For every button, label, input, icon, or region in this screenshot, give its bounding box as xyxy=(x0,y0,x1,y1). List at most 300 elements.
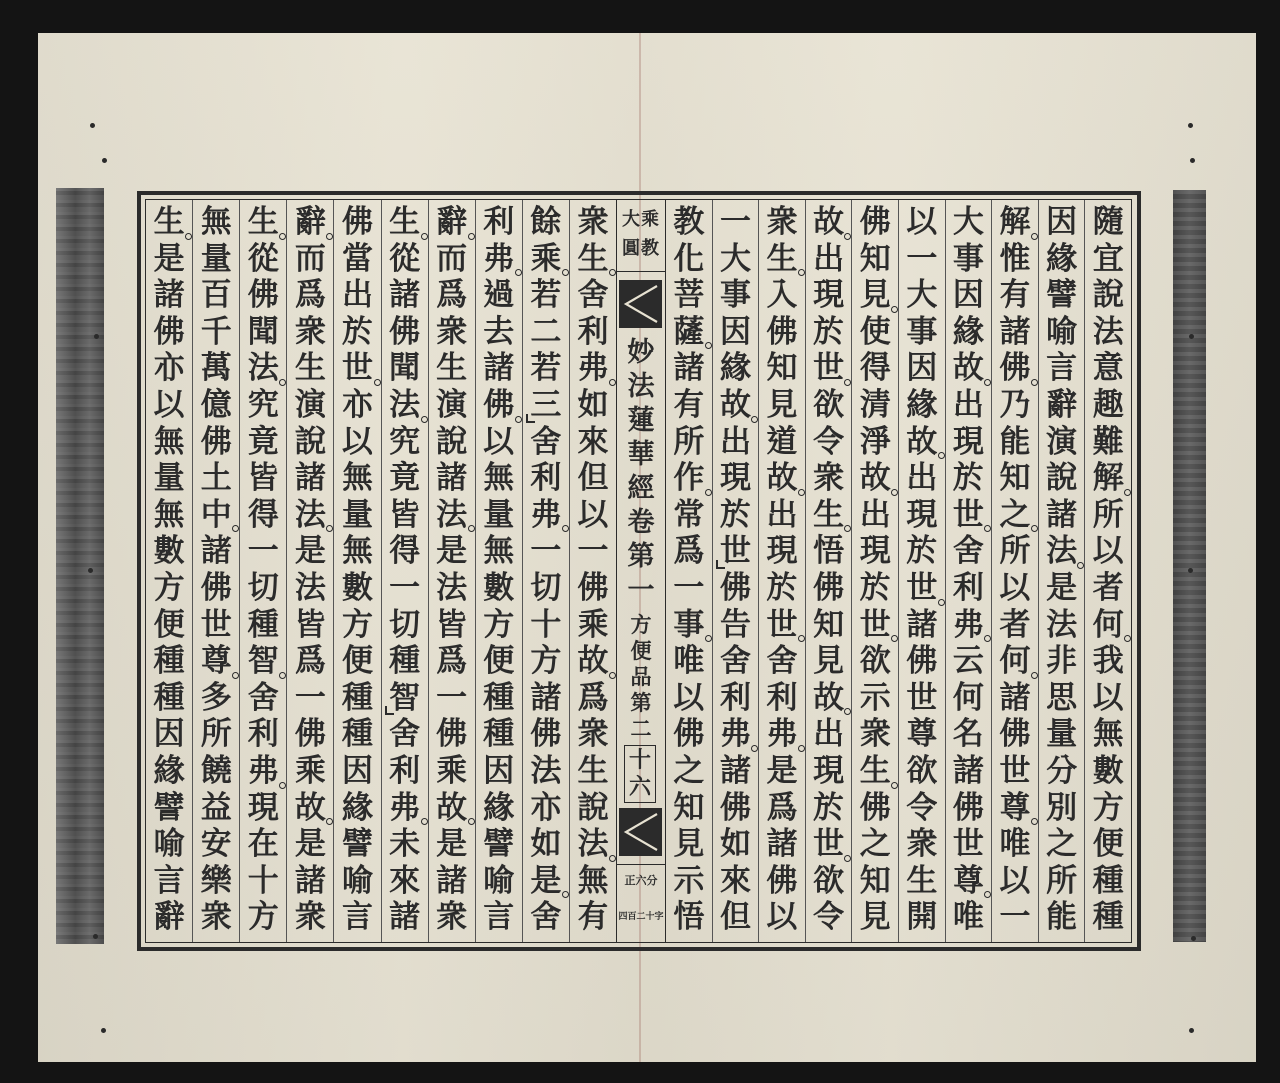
character: 緣 xyxy=(719,350,751,387)
character: 譬 xyxy=(1046,277,1078,314)
character: 無 xyxy=(200,204,232,240)
character: 多 xyxy=(200,679,232,716)
character: 佛 xyxy=(813,569,845,606)
left-page-text xyxy=(146,200,616,942)
character: 法 xyxy=(382,387,428,424)
character: 弗 xyxy=(382,790,428,827)
character: 緣 xyxy=(483,789,515,826)
character: 分 xyxy=(1046,752,1078,789)
character: 見 xyxy=(852,277,898,314)
text-column xyxy=(805,200,852,942)
character: 方 xyxy=(483,606,515,643)
character: 一 xyxy=(530,533,562,570)
character: 辭 xyxy=(153,899,185,936)
character: 切 xyxy=(389,606,421,643)
character: 種 xyxy=(483,679,515,716)
character: 事 xyxy=(666,607,712,644)
character: 唯 xyxy=(999,826,1031,863)
character: 便 xyxy=(630,638,652,663)
character: 出 xyxy=(813,240,845,277)
character: 方 xyxy=(341,606,373,643)
character: 是 xyxy=(436,533,468,570)
character: 解 xyxy=(1085,460,1131,497)
right-page-text xyxy=(666,200,1131,942)
character: 智 xyxy=(382,680,428,717)
character: 土 xyxy=(200,460,232,497)
character: 樂 xyxy=(200,862,232,899)
character: 卷 xyxy=(627,507,655,538)
character: 唯 xyxy=(952,899,984,936)
character: 去 xyxy=(483,313,515,350)
character: 種 xyxy=(153,643,185,680)
character: 佛 xyxy=(476,387,522,424)
character: 六 xyxy=(628,774,651,800)
character: 生 xyxy=(759,241,805,278)
character: 是 xyxy=(523,863,569,900)
character: 演 xyxy=(294,386,326,423)
character: 於 xyxy=(766,569,798,606)
character: 爲 xyxy=(436,643,468,680)
character: 知 xyxy=(859,240,891,277)
character: 諸 xyxy=(294,460,326,497)
binding-hole xyxy=(1190,158,1195,163)
character: 數 xyxy=(341,569,373,606)
character: 名 xyxy=(952,716,984,753)
character: 十 xyxy=(530,606,562,643)
binding-hole xyxy=(1189,1028,1194,1033)
character: 淨 xyxy=(859,423,891,460)
binding-hole xyxy=(1188,568,1193,573)
text-column xyxy=(239,200,286,942)
character: 以 xyxy=(153,386,185,423)
text-column xyxy=(146,200,192,942)
character: 數 xyxy=(483,569,515,606)
character: 一 xyxy=(906,240,938,277)
character: 佛 xyxy=(952,789,984,826)
character: 從 xyxy=(247,240,279,277)
text-column xyxy=(712,200,759,942)
binding-hole xyxy=(94,334,99,339)
character: 於 xyxy=(719,496,751,533)
character: 佛 xyxy=(719,789,751,826)
character: 佛 xyxy=(673,716,705,753)
character: 因 xyxy=(719,313,751,350)
character: 尊 xyxy=(992,790,1038,827)
character: 以 xyxy=(1092,679,1124,716)
character: 以 xyxy=(766,899,798,936)
character: 故 xyxy=(713,387,759,424)
character: 見 xyxy=(859,899,891,936)
character: 利 xyxy=(247,716,279,753)
character: 於 xyxy=(341,313,373,350)
character: 欲 xyxy=(813,386,845,423)
character: 蓮 xyxy=(627,405,655,436)
character: 諸 xyxy=(999,679,1031,716)
character: 惟 xyxy=(999,240,1031,277)
character: 一 xyxy=(719,204,751,240)
character: 佛 xyxy=(200,569,232,606)
character: 諸 xyxy=(673,350,705,387)
character: 以 xyxy=(906,204,938,240)
character: 皆 xyxy=(389,496,421,533)
character: 能 xyxy=(999,423,1031,460)
character: 而 xyxy=(294,240,326,277)
character: 欲 xyxy=(813,862,845,899)
character: 故 xyxy=(287,790,333,827)
character: 爲 xyxy=(766,789,798,826)
character: 尊 xyxy=(906,716,938,753)
character: 亦 xyxy=(153,350,185,387)
character: 饒 xyxy=(200,752,232,789)
character: 以 xyxy=(673,679,705,716)
character: 華 xyxy=(627,439,655,470)
price-note: 正六分 xyxy=(624,874,658,887)
character: 生 xyxy=(577,752,609,789)
text-column xyxy=(428,200,475,942)
character: 佛 xyxy=(389,313,421,350)
character: 弗 xyxy=(570,350,616,387)
binding-hole xyxy=(1188,123,1193,128)
character: 之 xyxy=(992,497,1038,534)
fish-tail-icon xyxy=(619,808,662,856)
character: 利 xyxy=(389,752,421,789)
character: 便 xyxy=(153,606,185,643)
banxin-header-line: 大乘 xyxy=(622,209,660,230)
character: 云 xyxy=(952,643,984,680)
character: 種 xyxy=(247,606,279,643)
binding-hole xyxy=(101,1028,106,1033)
right-rubbing-edge xyxy=(1173,190,1206,942)
character: 現 xyxy=(719,460,751,497)
character: 出 xyxy=(952,386,984,423)
text-column xyxy=(333,200,380,942)
binding-hole xyxy=(102,158,107,163)
character: 清 xyxy=(859,386,891,423)
character: 法 xyxy=(240,350,286,387)
character: 喻 xyxy=(1046,313,1078,350)
character: 緣 xyxy=(341,789,373,826)
character: 佛 xyxy=(530,716,562,753)
character: 知 xyxy=(766,350,798,387)
character: 故 xyxy=(570,643,616,680)
character: 世 xyxy=(806,350,852,387)
character: 佛 xyxy=(153,313,185,350)
character: 爲 xyxy=(577,679,609,716)
character: 辭 xyxy=(1046,386,1078,423)
character: 尊 xyxy=(193,643,239,680)
character: 故 xyxy=(899,424,945,461)
character: 一 xyxy=(294,679,326,716)
character: 竟 xyxy=(247,423,279,460)
character: 知 xyxy=(813,606,845,643)
character: 趣 xyxy=(1092,386,1124,423)
character: 益 xyxy=(200,789,232,826)
character: 生 xyxy=(382,204,428,241)
character: 何 xyxy=(1085,607,1131,644)
character: 知 xyxy=(859,862,891,899)
character: 乘 xyxy=(523,241,569,278)
character: 者 xyxy=(1092,569,1124,606)
character: 別 xyxy=(1046,789,1078,826)
character: 說 xyxy=(577,789,609,826)
character: 百 xyxy=(200,277,232,314)
folio-number xyxy=(624,745,656,803)
character: 尊 xyxy=(946,863,992,900)
character: 現 xyxy=(813,277,845,314)
character: 生 xyxy=(436,350,468,387)
character: 而 xyxy=(436,240,468,277)
character: 弗 xyxy=(759,716,805,753)
character: 利 xyxy=(577,313,609,350)
character: 世 xyxy=(334,350,380,387)
banxin-header xyxy=(617,200,665,272)
character: 教 xyxy=(673,204,705,240)
character: 說 xyxy=(436,423,468,460)
character: 故 xyxy=(759,460,805,497)
character: 於 xyxy=(952,460,984,497)
text-column xyxy=(381,200,428,942)
character: 我 xyxy=(1092,643,1124,680)
character: 弗 xyxy=(476,241,522,278)
character: 辭 xyxy=(429,204,475,241)
character: 衆 xyxy=(813,460,845,497)
character: 演 xyxy=(1046,423,1078,460)
character: 爲 xyxy=(294,277,326,314)
character: 入 xyxy=(766,277,798,314)
character: 生 xyxy=(570,241,616,278)
character: 佛 xyxy=(766,313,798,350)
character: 無 xyxy=(341,533,373,570)
text-column xyxy=(286,200,333,942)
character: 佛 xyxy=(294,716,326,753)
character: 事 xyxy=(906,313,938,350)
character: 佛 xyxy=(999,716,1031,753)
character: 告 xyxy=(719,606,751,643)
character: 言 xyxy=(483,899,515,936)
character: 法 xyxy=(429,497,475,534)
character: 故 xyxy=(806,680,852,717)
character: 種 xyxy=(483,716,515,753)
character: 於 xyxy=(859,569,891,606)
character: 從 xyxy=(389,240,421,277)
fish-tail-icon xyxy=(619,280,662,328)
character: 諸 xyxy=(436,862,468,899)
character: 種 xyxy=(153,679,185,716)
character: 數 xyxy=(1092,752,1124,789)
character: 說 xyxy=(1046,460,1078,497)
character: 無 xyxy=(483,533,515,570)
character: 言 xyxy=(1046,350,1078,387)
character: 若 xyxy=(530,350,562,387)
character: 衆 xyxy=(436,899,468,936)
character: 舍 xyxy=(530,423,562,460)
character: 是 xyxy=(436,826,468,863)
character: 一 xyxy=(247,533,279,570)
character: 諸 xyxy=(906,606,938,643)
text-column xyxy=(991,200,1038,942)
character: 經 xyxy=(627,473,655,504)
character: 開 xyxy=(906,899,938,936)
character: 法 xyxy=(570,826,616,863)
character: 量 xyxy=(1046,716,1078,753)
character: 利 xyxy=(952,569,984,606)
character: 道 xyxy=(766,423,798,460)
character: 何 xyxy=(992,643,1038,680)
character: 法 xyxy=(530,752,562,789)
character: 於 xyxy=(813,789,845,826)
book-title xyxy=(617,336,665,608)
character: 是 xyxy=(766,752,798,789)
character: 來 xyxy=(577,423,609,460)
character: 法 xyxy=(1039,533,1085,570)
character: 是 xyxy=(1046,569,1078,606)
character: 得 xyxy=(389,533,421,570)
character: 無 xyxy=(577,862,609,899)
character: 量 xyxy=(483,496,515,533)
character: 因 xyxy=(952,277,984,314)
character: 大 xyxy=(719,240,751,277)
character: 一 xyxy=(389,569,421,606)
character: 爲 xyxy=(436,277,468,314)
character: 過 xyxy=(483,277,515,314)
character: 世 xyxy=(952,826,984,863)
character: 能 xyxy=(1046,899,1078,936)
character: 令 xyxy=(906,789,938,826)
character: 常 xyxy=(673,496,705,533)
character: 佛 xyxy=(436,716,468,753)
character: 方 xyxy=(530,643,562,680)
character: 生 xyxy=(240,204,286,241)
character: 諸 xyxy=(483,350,515,387)
character: 二 xyxy=(530,313,562,350)
character: 見 xyxy=(673,826,705,863)
binding-hole xyxy=(1189,334,1194,339)
character: 佛 xyxy=(341,204,373,240)
character: 衆 xyxy=(294,899,326,936)
character: 以 xyxy=(577,496,609,533)
banxin-header-line: 圓教 xyxy=(622,238,660,259)
character: 令 xyxy=(813,899,845,936)
character: 佛 xyxy=(577,569,609,606)
character: 因 xyxy=(341,752,373,789)
character: 竟 xyxy=(389,460,421,497)
character: 諸 xyxy=(389,899,421,936)
character: 無 xyxy=(1092,716,1124,753)
character: 事 xyxy=(952,240,984,277)
character: 言 xyxy=(153,862,185,899)
text-column xyxy=(1084,200,1131,942)
character: 宜 xyxy=(1092,240,1124,277)
character: 法 xyxy=(627,371,655,402)
character: 舍 xyxy=(577,277,609,314)
character: 喻 xyxy=(483,862,515,899)
character: 但 xyxy=(577,460,609,497)
character: 以 xyxy=(999,862,1031,899)
character: 三 xyxy=(523,387,569,424)
character: 如 xyxy=(530,826,562,863)
character: 以 xyxy=(1092,533,1124,570)
character: 諸 xyxy=(294,862,326,899)
character: 智 xyxy=(240,643,286,680)
character: 如 xyxy=(719,826,751,863)
banxin-footer xyxy=(617,864,665,942)
character: 弗 xyxy=(946,607,992,644)
character: 於 xyxy=(813,313,845,350)
character: 思 xyxy=(1046,679,1078,716)
character: 量 xyxy=(200,240,232,277)
text-column xyxy=(1038,200,1085,942)
character: 便 xyxy=(1092,826,1124,863)
binding-hole xyxy=(88,568,93,573)
text-column xyxy=(522,200,569,942)
character: 所 xyxy=(673,423,705,460)
character: 緣 xyxy=(1046,240,1078,277)
character: 喻 xyxy=(153,826,185,863)
center-column-banxin xyxy=(616,200,666,942)
character: 世 xyxy=(806,826,852,863)
character: 現 xyxy=(906,496,938,533)
character: 衆 xyxy=(200,899,232,936)
character: 佛 xyxy=(719,569,751,606)
character: 弗 xyxy=(713,716,759,753)
character: 諸 xyxy=(200,533,232,570)
character: 佛 xyxy=(247,277,279,314)
character: 數 xyxy=(153,533,185,570)
character: 法 xyxy=(436,569,468,606)
text-column xyxy=(851,200,898,942)
character: 一 xyxy=(436,679,468,716)
character: 爲 xyxy=(294,643,326,680)
character: 諸 xyxy=(530,679,562,716)
character: 方 xyxy=(247,899,279,936)
character: 菩 xyxy=(673,277,705,314)
character: 故 xyxy=(806,204,852,241)
character: 得 xyxy=(247,496,279,533)
character: 方 xyxy=(1092,789,1124,826)
character: 聞 xyxy=(389,350,421,387)
character: 出 xyxy=(813,716,845,753)
character: 佛 xyxy=(859,204,891,240)
character: 衆 xyxy=(577,716,609,753)
character: 生 xyxy=(906,862,938,899)
text-column xyxy=(898,200,945,942)
character: 作 xyxy=(666,460,712,497)
text-column xyxy=(569,200,616,942)
character: 利 xyxy=(530,460,562,497)
character: 法 xyxy=(1092,313,1124,350)
character: 使 xyxy=(859,313,891,350)
character: 緣 xyxy=(952,313,984,350)
character: 現 xyxy=(859,533,891,570)
left-rubbing-edge xyxy=(56,188,104,944)
character: 佛 xyxy=(200,423,232,460)
character: 衆 xyxy=(859,716,891,753)
character: 因 xyxy=(1046,204,1078,240)
character: 世 xyxy=(759,607,805,644)
character: 一 xyxy=(577,533,609,570)
character: 量 xyxy=(153,460,185,497)
character: 第 xyxy=(627,541,655,572)
character: 種 xyxy=(341,716,373,753)
character: 千 xyxy=(200,313,232,350)
character: 於 xyxy=(906,533,938,570)
character: 衆 xyxy=(436,313,468,350)
character: 故 xyxy=(429,790,475,827)
character: 衆 xyxy=(766,204,798,240)
character: 世 xyxy=(852,607,898,644)
character: 乃 xyxy=(999,386,1031,423)
character: 世 xyxy=(899,570,945,607)
